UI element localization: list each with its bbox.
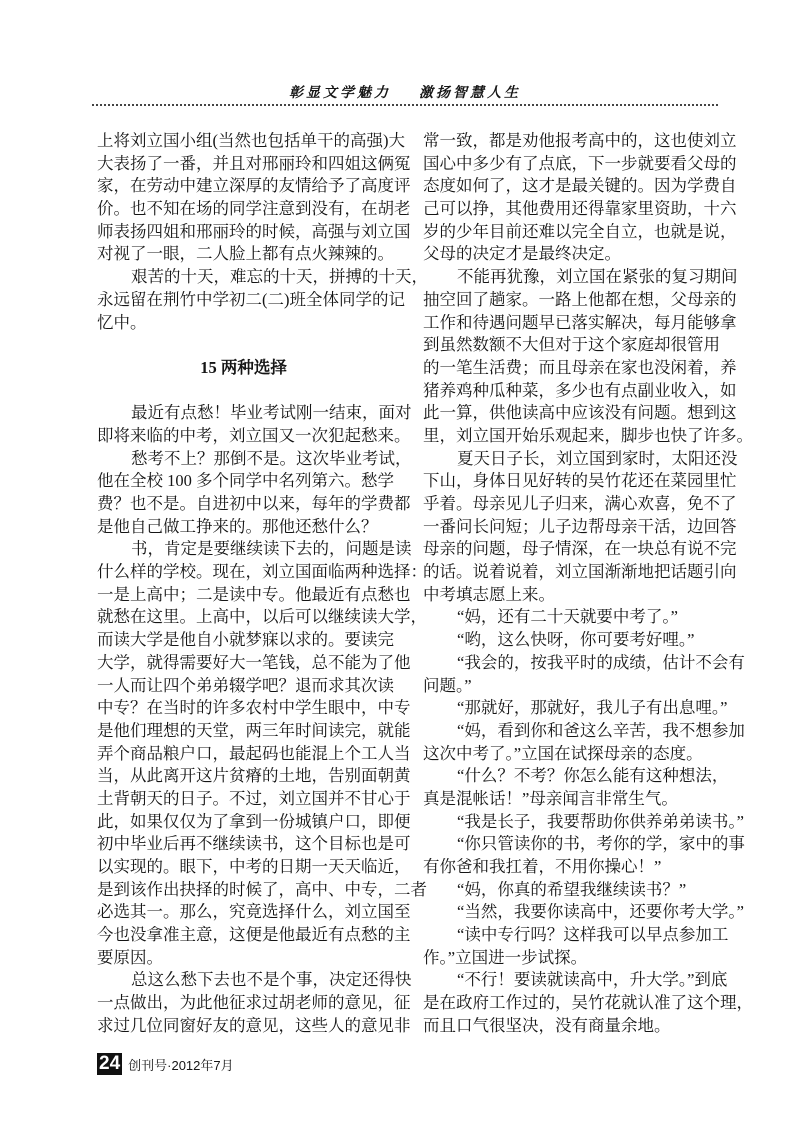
- paragraph-line: 此一算，供他读高中应该没有问题。想到这: [423, 403, 737, 423]
- paragraph-line: 初中毕业后再不继续读书，这个目标也是可: [97, 834, 411, 854]
- paragraph-line: 是他们理想的天堂，两三年时间读完，就能: [97, 720, 411, 740]
- paragraph-line: 而且口气很坚决，没有商量余地。: [423, 1015, 671, 1035]
- blank-line: [97, 380, 390, 403]
- paragraph-line: 忆中。: [97, 312, 147, 332]
- paragraph-line: 什么样的学校。现在，刘立国面临两种选择：: [97, 562, 427, 582]
- paragraph-line: 是他自己做工挣来的。那他还愁什么？: [97, 516, 378, 536]
- paragraph-line: 有你爸和我扛着，不用你操心！”: [423, 857, 662, 876]
- issue-label: 创刊号·2012年7月: [128, 1057, 234, 1073]
- header-slogan: [92, 82, 718, 102]
- paragraph-line: 就愁在这里。上高中，以后可以继续读大学，: [97, 607, 427, 627]
- paragraph-line: 一番问长问短；儿子边帮母亲干活，边回答: [423, 516, 737, 536]
- paragraph-line: 要原因。: [97, 947, 163, 967]
- paragraph-line: 到虽然数额不大但对于这个家庭却很管用: [423, 335, 720, 355]
- paragraph-line: 作。”立国进一步试探。: [423, 947, 588, 967]
- paragraph-line: “读中专行吗？这样我可以早点参加工: [457, 925, 729, 945]
- paragraph-line: 当，从此离开这片贫瘠的土地，告别面朝黄: [97, 766, 411, 786]
- paragraph-line: 常一致，都是劝他报考高中的，这也使刘立: [423, 131, 737, 150]
- paragraph-line: “妈，还有二十天就要中考了。”: [457, 607, 678, 627]
- paragraph-line: 一点做出，为此他征求过胡老师的意见，征: [97, 993, 411, 1013]
- paragraph-line: 己可以挣，其他费用还得靠家里资助，十六: [423, 199, 737, 219]
- paragraph-line: 态度如何了，这才是最关键的。因为学费自: [423, 176, 737, 196]
- paragraph-line: 价。也不知在场的同学注意到没有，在胡老: [97, 199, 411, 219]
- paragraph-line: 大学，就得需要好大一笔钱，总不能为了他: [97, 652, 411, 672]
- paragraph-line: 的话。说着说着，刘立国渐渐地把话题引向: [423, 562, 737, 582]
- paragraph-line: 书，肯定是要继续读下去的，问题是读: [131, 539, 412, 559]
- page-number: 24: [99, 1053, 121, 1074]
- paragraph-line: 这次中考了。”立国在试探母亲的态度。: [423, 743, 703, 763]
- paragraph-line: 是到该作出抉择的时候了，高中、中专，二者: [97, 879, 427, 899]
- blank-line: [97, 334, 390, 357]
- paragraph-line: 以实现的。眼下，中考的日期一天天临近，: [97, 857, 411, 876]
- paragraph-line: “妈，看到你和爸这么辛苦，我不想参加: [457, 720, 745, 740]
- paragraph-line: “你只管读你的书，考你的学，家中的事: [457, 834, 745, 854]
- paragraph-line: 母亲的问题，母子情深，在一块总有说不完: [423, 539, 737, 559]
- paragraph-line: 而读大学是他自小就梦寐以求的。要读完: [97, 630, 394, 650]
- paragraph-line: 求过几位同窗好友的意见，这些人的意见非: [97, 1015, 411, 1035]
- paragraph-line: 上将刘立国小组(当然也包括单干的高强)大: [97, 131, 405, 150]
- paragraph-line: 一人而让四个弟弟辍学吧？退而求其次读: [97, 675, 394, 695]
- paragraph-line: 中考填志愿上来。: [423, 584, 555, 604]
- paragraph-line: 是在政府工作过的，吴竹花就认准了这个理，: [423, 993, 753, 1013]
- paragraph-line: 猪养鸡种瓜种菜，多少也有点副业收入，如: [423, 380, 737, 400]
- paragraph-line: 愁考不上？那倒不是。这次毕业考试，: [131, 448, 412, 468]
- paragraph-line: 大表扬了一番，并且对邢丽玲和四姐这俩冤: [97, 153, 411, 173]
- paragraph-line: 土背朝天的日子。不过，刘立国并不甘心于: [97, 788, 411, 808]
- header-dotted-rule: [92, 104, 718, 106]
- paragraph-line: “不行！要读就读高中，升大学。”到底: [457, 970, 728, 990]
- paragraph-line: 对视了一眼，二人脸上都有点火辣辣的。: [97, 244, 394, 264]
- paragraph-line: 父母的决定才是最终决定。: [423, 244, 621, 264]
- paragraph-line: 必选其一。那么，究竟选择什么，刘立国至: [97, 902, 411, 922]
- paragraph-line: 他在全校 100 多个同学中名列第六。愁学: [97, 471, 394, 491]
- paragraph-line: 乎着。母亲见儿子归来，满心欢喜，免不了: [423, 494, 737, 513]
- paragraph-line: 即将来临的中考，刘立国又一次犯起愁来。: [97, 425, 411, 445]
- paragraph-line: “什么？不考？你怎么能有这种想法，: [457, 766, 729, 786]
- text-column-right: [423, 130, 753, 1038]
- paragraph-line: 问题。”: [423, 675, 472, 695]
- paragraph-line: 一是上高中；二是读中专。他最近有点愁也: [97, 584, 411, 604]
- paragraph-line: “我是长子，我要帮助你供养弟弟读书。”: [457, 811, 744, 831]
- paragraph-line: “哟，这么快呀，你可要考好哩。”: [457, 630, 695, 650]
- paragraph-line: 弄个商品粮户口，最起码也能混上个工人当: [97, 743, 411, 763]
- paragraph-line: 家，在劳动中建立深厚的友情给予了高度评: [97, 176, 411, 196]
- paragraph-line: “当然，我要你读高中，还要你考大学。”: [457, 902, 744, 922]
- section-heading: 15 两种选择: [200, 357, 287, 377]
- paragraph-line: 夏天日子长，刘立国到家时，太阳还没: [457, 448, 738, 468]
- paragraph-line: 岁的少年目前还难以完全自立，也就是说，: [423, 221, 737, 241]
- text-column-left: [97, 130, 428, 1038]
- paragraph-line: 国心中多少有了点底，下一步就要看父母的: [423, 153, 737, 173]
- paragraph-line: 工作和待遇问题早已落实解决，每月能够拿: [423, 312, 737, 332]
- paragraph-line: 不能再犹豫，刘立国在紧张的复习期间: [457, 267, 738, 287]
- paragraph-line: 里，刘立国开始乐观起来，脚步也快了许多。: [423, 425, 753, 445]
- page-footer: [97, 1053, 234, 1075]
- paragraph-line: 师表扬四姐和邢丽玲的时候，高强与刘立国: [97, 221, 411, 241]
- paragraph-line: 最近有点愁！毕业考试刚一结束，面对: [131, 403, 412, 423]
- header-slogan-left: 彰显文学魅力: [289, 84, 391, 100]
- paragraph-line: 总这么愁下去也不是个事，决定还得快: [131, 970, 412, 990]
- paragraph-line: “妈，你真的希望我继续读书？”: [457, 879, 687, 899]
- paragraph-line: 今也没拿准主意，这便是他最近有点愁的主: [97, 925, 411, 945]
- header-slogan-right: 激扬智慧人生: [419, 84, 521, 100]
- paragraph-line: “那就好，那就好，我儿子有出息哩。”: [457, 698, 728, 718]
- paragraph-line: 中专？在当时的许多农村中学生眼中，中专: [97, 698, 411, 718]
- paragraph-line: 抽空回了趟家。一路上他都在想，父母亲的: [423, 289, 737, 309]
- paragraph-line: 下山，身体日见好转的吴竹花还在菜园里忙: [423, 471, 737, 491]
- paragraph-line: 永远留在荆竹中学初二(二)班全体同学的记: [97, 289, 405, 309]
- paragraph-line: 此，如果仅仅为了拿到一份城镇户口，即便: [97, 811, 411, 831]
- paragraph-line: 的一笔生活费；而且母亲在家也没闲着，养: [423, 357, 737, 377]
- paragraph-line: 费？也不是。自进初中以来，每年的学费都: [97, 494, 411, 513]
- paragraph-line: 艰苦的十天，难忘的十天，拼搏的十天，: [131, 267, 428, 287]
- paragraph-line: 真是混帐话！”母亲闻言非常生气。: [423, 788, 678, 808]
- running-header: [92, 82, 718, 106]
- paragraph-line: “我会的，按我平时的成绩，估计不会有: [457, 652, 745, 672]
